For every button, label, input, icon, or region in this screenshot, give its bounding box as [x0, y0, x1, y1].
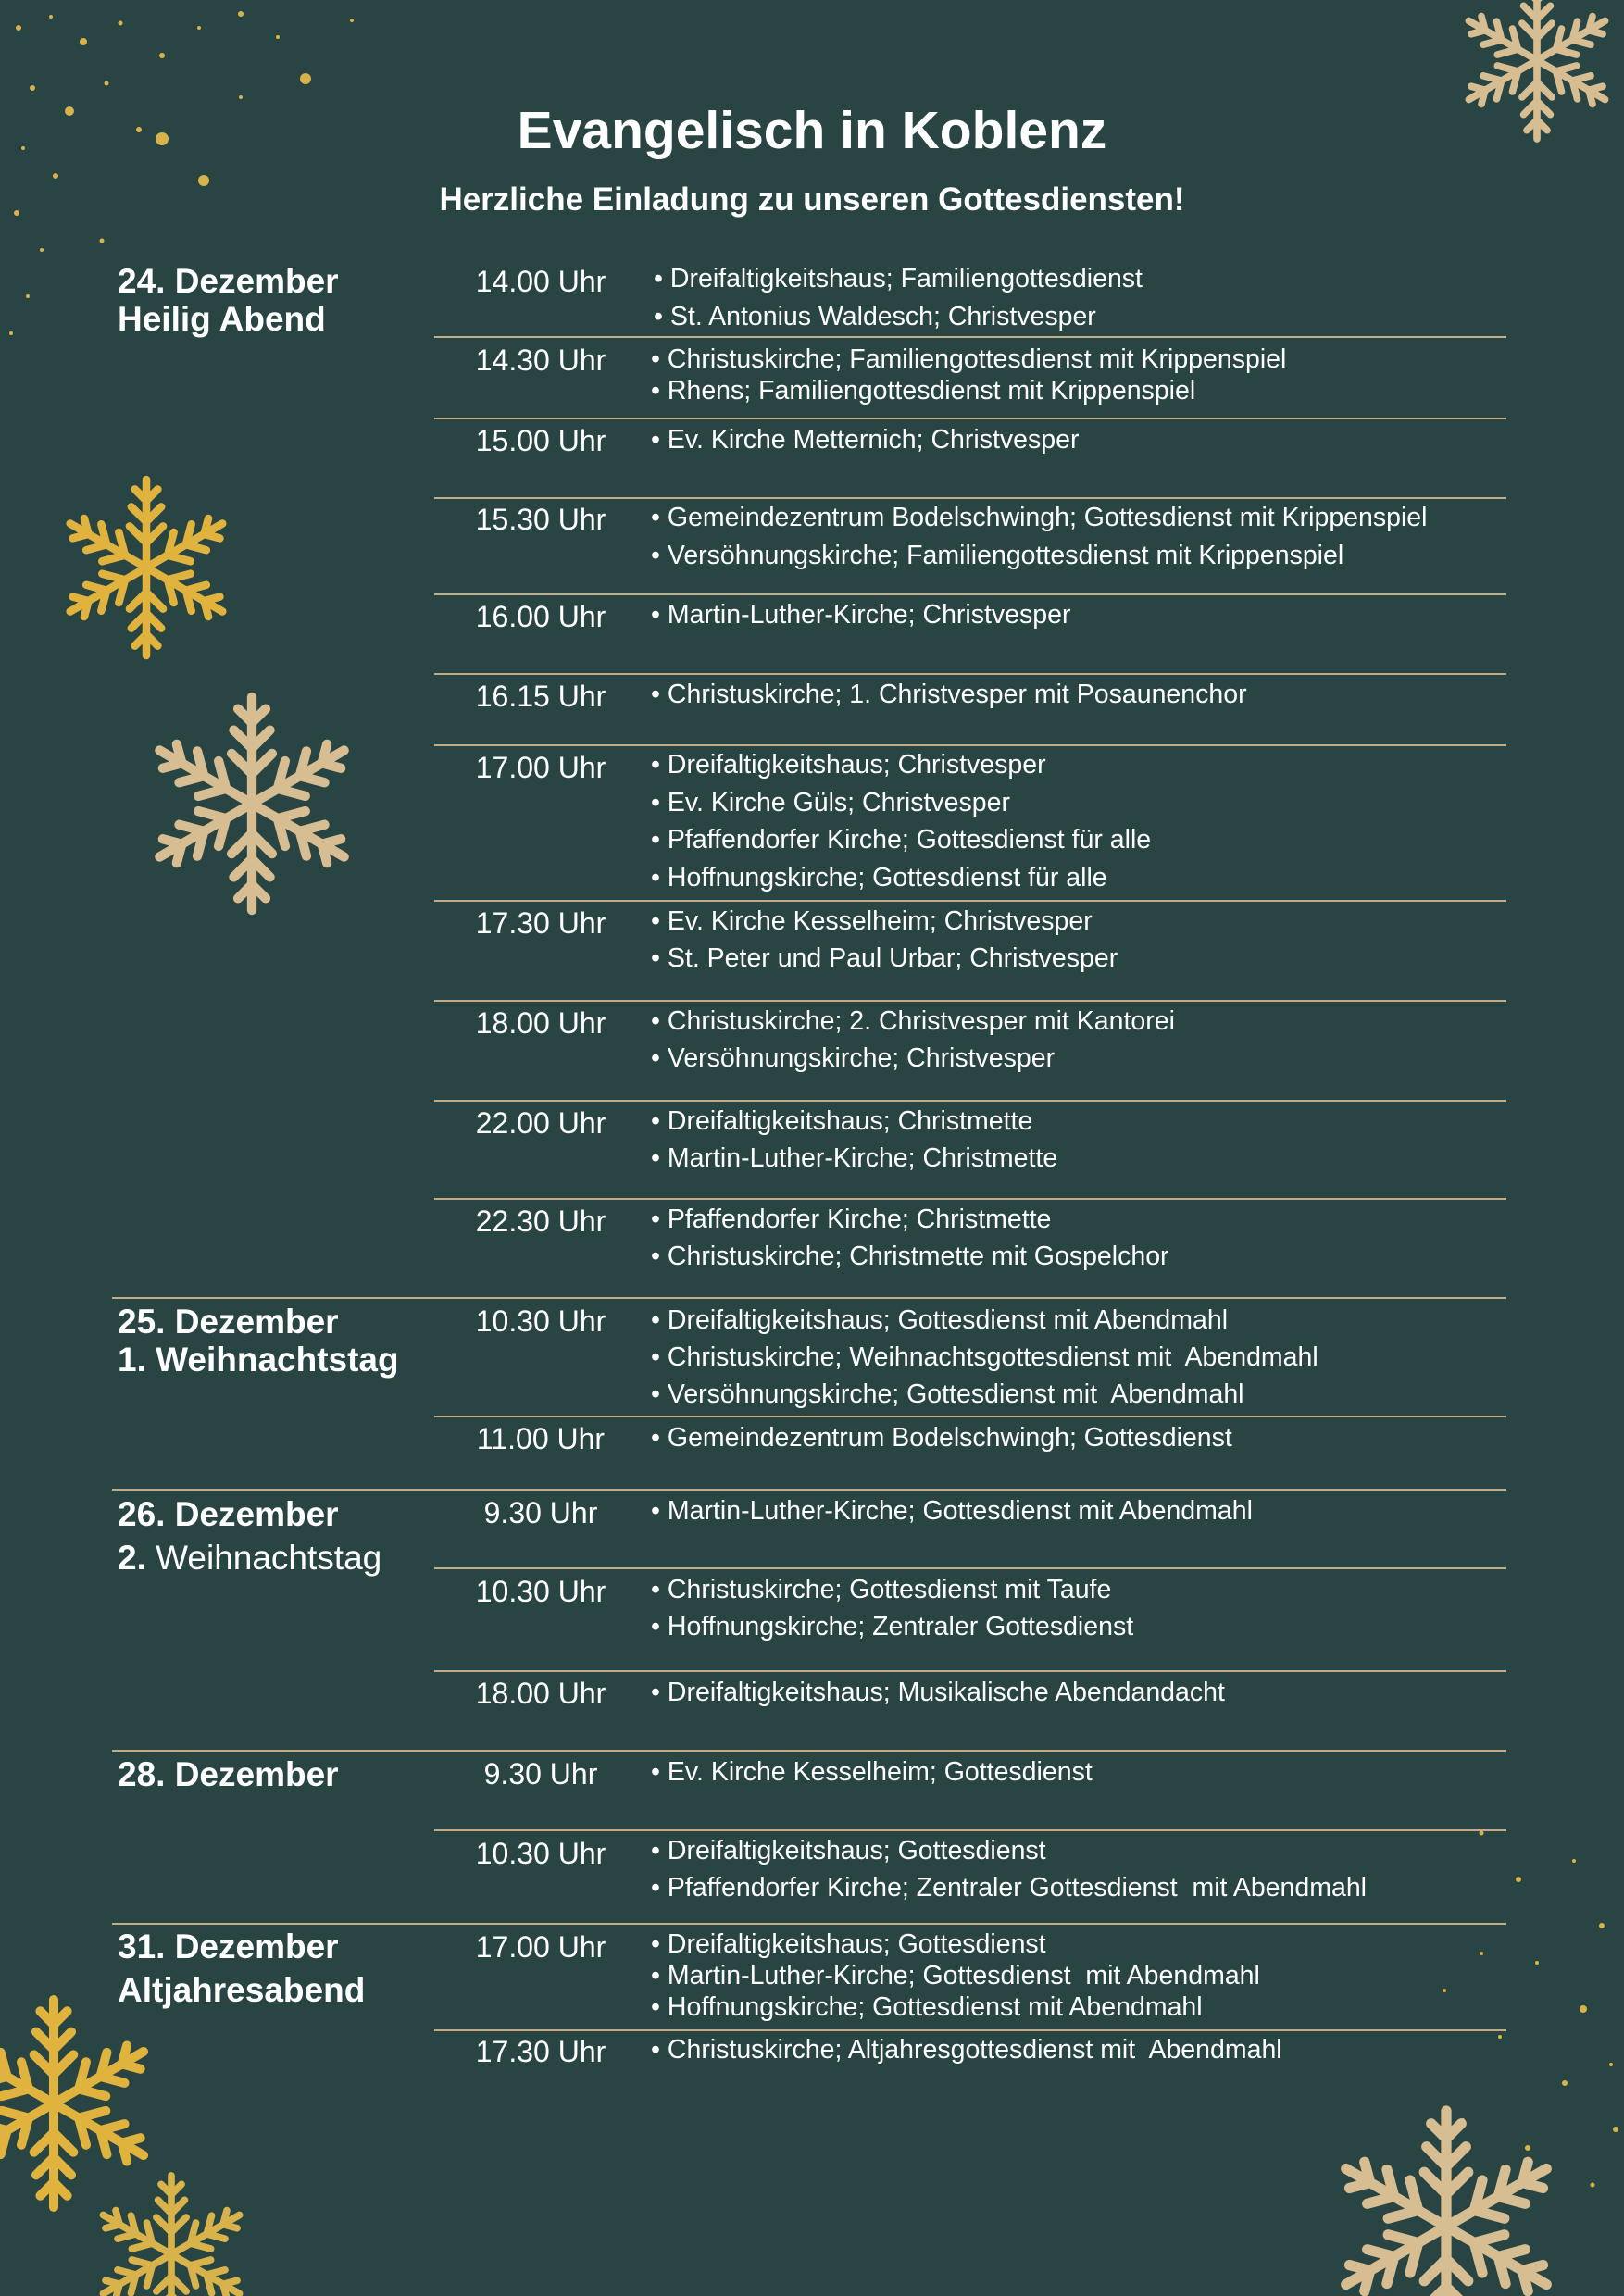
event-item: • Dreifaltigkeitshaus; Familiengottesdienst	[654, 264, 1143, 293]
day-label-24-dezember	[118, 262, 339, 338]
day-date: 24. Dezember	[118, 262, 339, 300]
day-name: 1. Weihnachtstag	[118, 1341, 399, 1379]
event-item: • Dreifaltigkeitshaus; Gottesdienst	[651, 1836, 1046, 1866]
event-item: • Christuskirche; 1. Christvesper mit Posaunenchor	[651, 680, 1247, 709]
row-divider	[434, 1829, 1506, 1831]
event-item: • Ev. Kirche Kesselheim; Christvesper	[651, 906, 1093, 936]
row-divider	[434, 744, 1506, 746]
event-item: • Dreifaltigkeitshaus; Gottesdienst mit Abendmahl	[651, 1305, 1229, 1335]
time-label: 9.30 Uhr	[483, 1757, 598, 1791]
time-label: 17.00 Uhr	[475, 751, 606, 784]
row-divider	[434, 1000, 1506, 1002]
event-item: • Martin-Luther-Kirche; Gottesdienst mit Abendmahl	[651, 1961, 1260, 1990]
day-date: 26. Dezember	[118, 1495, 339, 1533]
event-item: • Ev. Kirche Kesselheim; Gottesdienst	[651, 1757, 1093, 1787]
section-divider	[112, 1750, 1506, 1752]
gold-glitter-bottom-right	[1443, 1831, 1618, 2188]
event-item: • Dreifaltigkeitshaus; Christvesper	[651, 750, 1046, 780]
day-name: Heilig Abend	[118, 300, 326, 338]
time-label: 15.30 Uhr	[475, 503, 606, 536]
row-divider	[434, 497, 1506, 499]
time-label: 18.00 Uhr	[475, 1006, 606, 1040]
event-item: • Hoffnungskirche; Gottesdienst für alle	[651, 863, 1107, 892]
section-divider	[112, 1489, 1506, 1491]
day-label-28-dezember	[118, 1755, 339, 1793]
time-label: 14.00 Uhr	[475, 265, 606, 298]
event-item: • Martin-Luther-Kirche; Christmette	[651, 1143, 1058, 1173]
event-item: • Gemeindezentrum Bodelschwingh; Gottesdienst mit Krippenspiel	[651, 503, 1428, 532]
event-item: • Versöhnungskirche; Familiengottesdienst mit Krippenspiel	[651, 541, 1344, 570]
event-item: • St. Antonius Waldesch; Christvesper	[654, 302, 1096, 331]
event-item: • Versöhnungskirche; Gottesdienst mit Abendmahl	[651, 1379, 1244, 1409]
section-divider	[112, 1923, 1506, 1925]
row-divider	[434, 900, 1506, 902]
event-item: • Pfaffendorfer Kirche; Christmette	[651, 1204, 1052, 1234]
event-item: • Christuskirche; Gottesdienst mit Taufe	[651, 1575, 1112, 1604]
row-divider	[434, 2029, 1506, 2031]
time-label: 10.30 Uhr	[475, 1304, 606, 1338]
event-item: • Hoffnungskirche; Zentraler Gottesdienst	[651, 1612, 1134, 1641]
event-item: • Ev. Kirche Metternich; Christvesper	[651, 425, 1080, 455]
row-divider	[434, 1567, 1506, 1569]
day-label-25-dezember	[118, 1303, 399, 1379]
row-divider	[434, 593, 1506, 595]
row-divider	[434, 418, 1506, 419]
page-subtitle: Herzliche Einladung zu unseren Gottesdiensten!	[439, 181, 1185, 218]
day-name	[118, 1539, 381, 1577]
event-item: • Versöhnungskirche; Christvesper	[651, 1043, 1056, 1073]
section-divider	[112, 1297, 1506, 1299]
time-label: 17.30 Uhr	[475, 2035, 606, 2068]
day-date: 31. Dezember	[118, 1928, 339, 1965]
time-label: 10.30 Uhr	[475, 1837, 606, 1870]
day-name-number: 2.	[118, 1539, 146, 1577]
time-label: 9.30 Uhr	[483, 1496, 598, 1529]
event-item: • Hoffnungskirche; Gottesdienst mit Abendmahl	[651, 1992, 1203, 2022]
page-title: Evangelisch in Koblenz	[517, 101, 1107, 160]
event-item: • Dreifaltigkeitshaus; Christmette	[651, 1106, 1033, 1136]
time-label: 22.00 Uhr	[475, 1106, 606, 1140]
time-label: 10.30 Uhr	[475, 1575, 606, 1608]
time-label: 17.00 Uhr	[475, 1930, 606, 1964]
event-item: • Christuskirche; Christmette mit Gospelchor	[651, 1242, 1169, 1271]
row-divider	[434, 1198, 1506, 1200]
event-item: • Christuskirche; Familiengottesdienst mit Krippenspiel	[651, 344, 1287, 374]
event-item: • St. Peter und Paul Urbar; Christvesper	[651, 943, 1118, 973]
time-label: 17.30 Uhr	[475, 906, 606, 940]
event-item: • Pfaffendorfer Kirche; Gottesdienst für alle	[651, 825, 1152, 855]
row-divider	[434, 673, 1506, 675]
time-label: 15.00 Uhr	[475, 424, 606, 457]
event-item: • Christuskirche; Altjahresgottesdienst mit Abendmahl	[651, 2035, 1282, 2065]
event-item: • Christuskirche; 2. Christvesper mit Kantorei	[651, 1006, 1175, 1036]
day-name: Altjahresabend	[118, 1971, 366, 2009]
event-item: • Gemeindezentrum Bodelschwingh; Gottesdienst	[651, 1423, 1232, 1453]
day-date: 28. Dezember	[118, 1755, 339, 1793]
day-name-word: Weihnachtstag	[156, 1539, 382, 1577]
event-item: • Dreifaltigkeitshaus; Musikalische Abendandacht	[651, 1678, 1225, 1707]
event-item: • Dreifaltigkeitshaus; Gottesdienst	[651, 1929, 1046, 1959]
row-divider	[434, 336, 1506, 338]
day-label-26-dezember	[118, 1495, 381, 1577]
row-divider	[434, 1670, 1506, 1672]
time-label: 16.15 Uhr	[475, 680, 606, 713]
time-label: 14.30 Uhr	[475, 343, 606, 377]
event-item: • Martin-Luther-Kirche; Christvesper	[651, 600, 1071, 630]
time-label: 18.00 Uhr	[475, 1677, 606, 1710]
time-label: 22.30 Uhr	[475, 1204, 606, 1238]
day-date: 25. Dezember	[118, 1303, 339, 1341]
event-item: • Rhens; Familiengottesdienst mit Krippenspiel	[651, 376, 1196, 406]
event-item: • Ev. Kirche Güls; Christvesper	[651, 788, 1010, 817]
time-label: 16.00 Uhr	[475, 600, 606, 633]
event-item: • Pfaffendorfer Kirche; Zentraler Gottesdienst mit Abendmahl	[651, 1873, 1368, 1903]
event-item: • Martin-Luther-Kirche; Gottesdienst mit Abendmahl	[651, 1496, 1253, 1526]
day-label-31-dezember	[118, 1928, 365, 2009]
event-item: • Christuskirche; Weihnachtsgottesdienst mit Abendmahl	[651, 1342, 1318, 1372]
time-label: 11.00 Uhr	[476, 1422, 606, 1455]
row-divider	[434, 1416, 1506, 1417]
row-divider	[434, 1100, 1506, 1102]
